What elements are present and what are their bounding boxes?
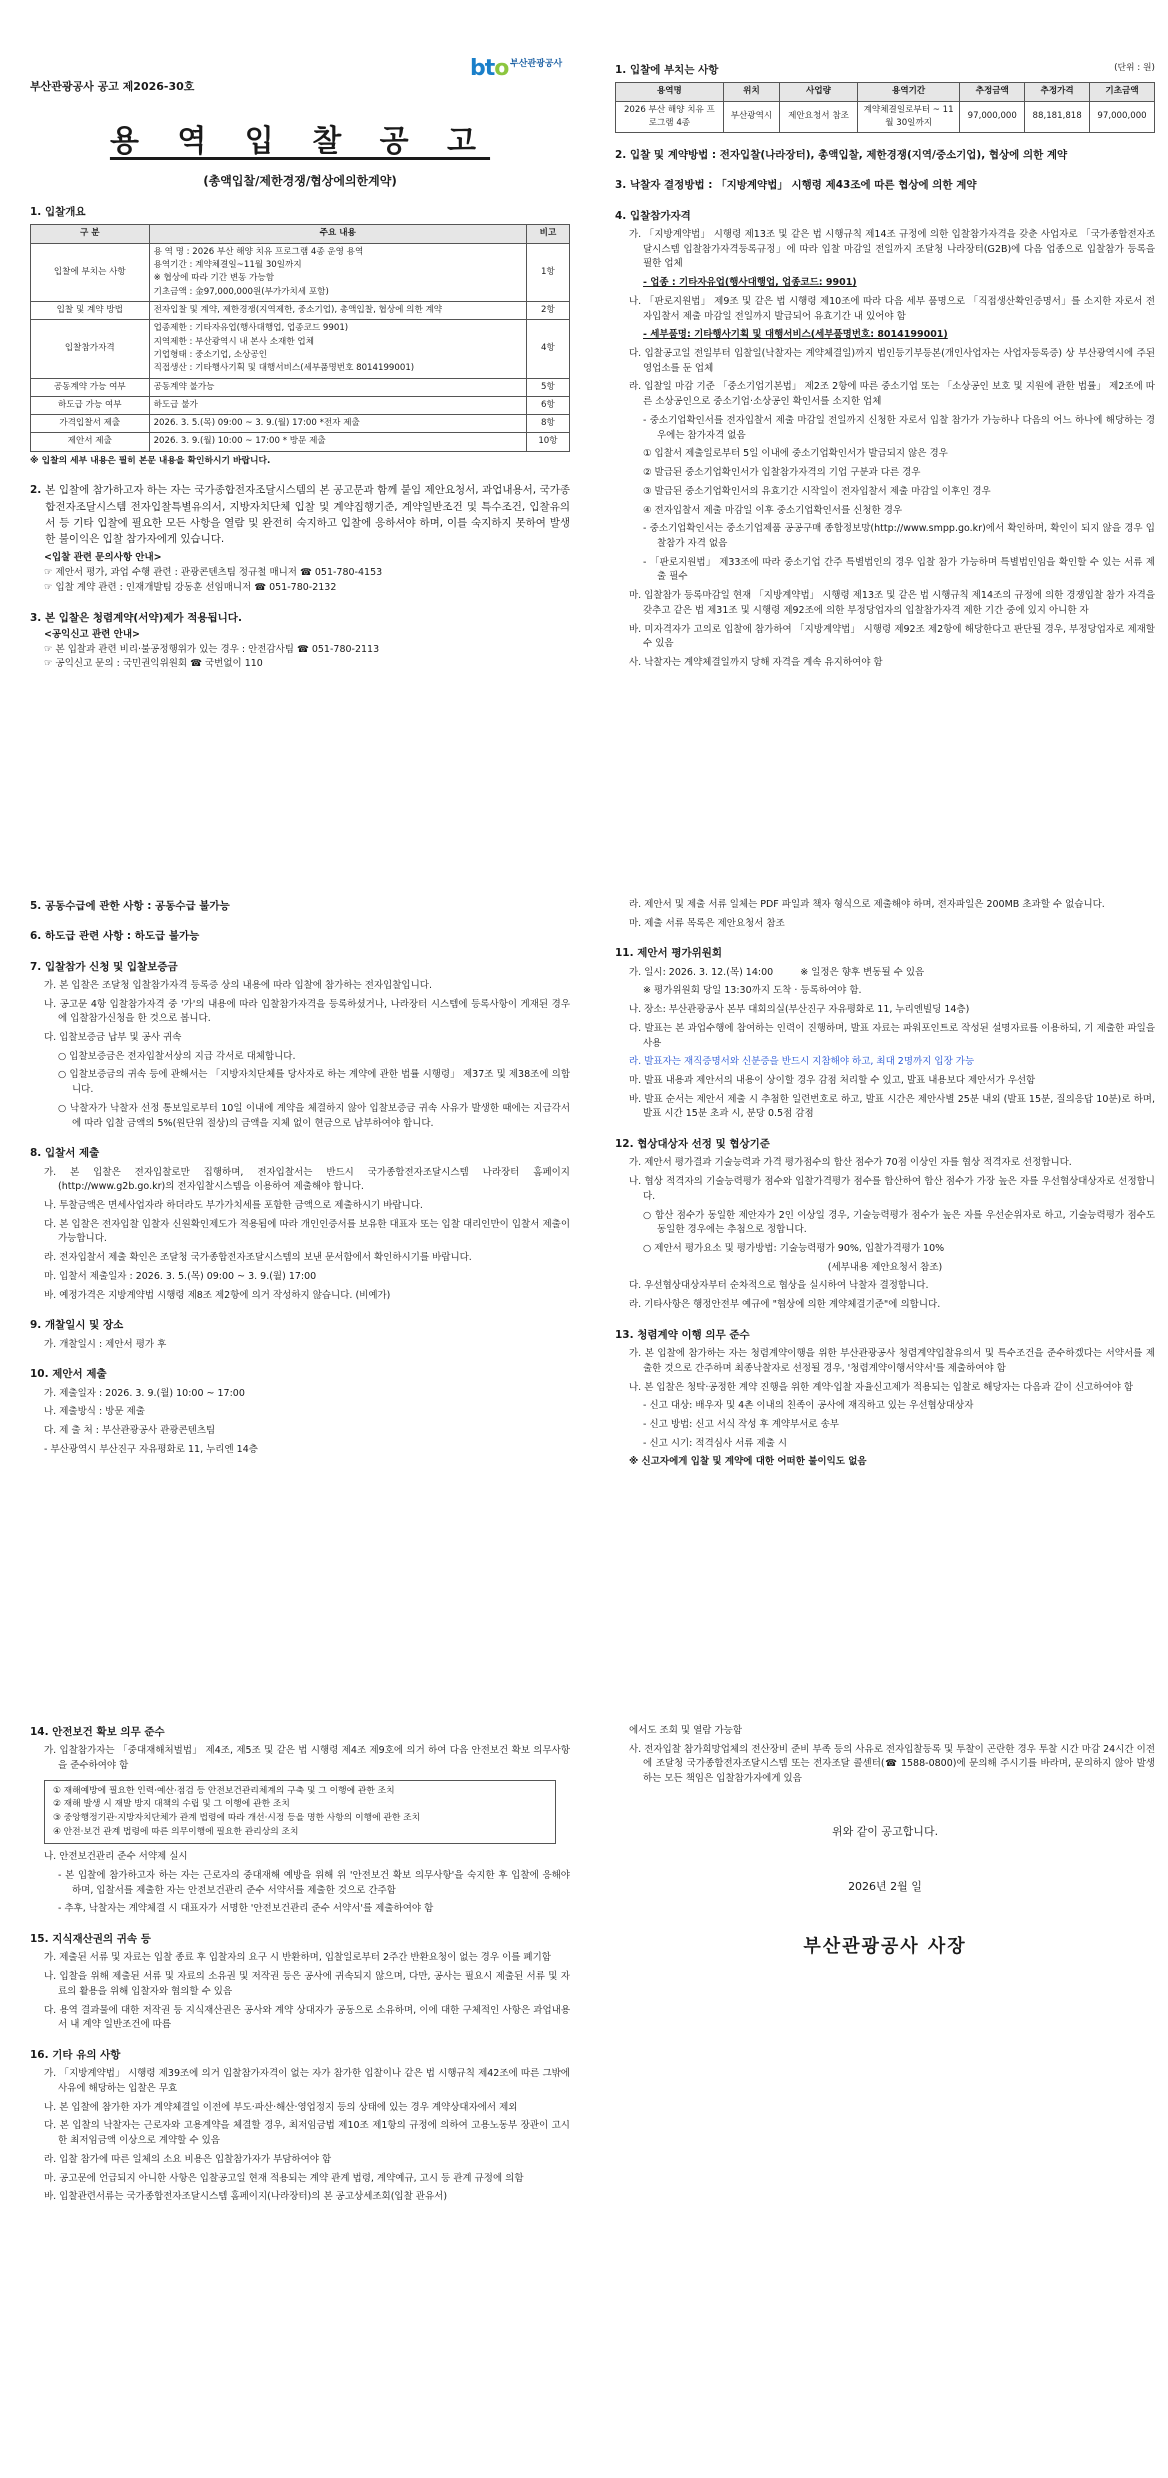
r4-ba: 바. 미자격자가 고의로 입찰에 참가하여 「지방계약법」 시행령 제92조 제2항에 해당한다고 판단될 경우, 부정당업자로 제재할 수 있음 [629,623,1155,650]
s11-ra: 라. 발표자는 재직증명서와 신분증을 반드시 지참해야 하고, 최대 2명까지 입장 가능 [629,1056,975,1068]
safety-duty-box [44,1780,556,1845]
list-item: 용 역 명 : 2026 부산 해양 치유 프로그램 4종 운영 용역 [153,246,364,257]
page-2 [0,826,1168,1652]
overview-cell-content [149,378,526,396]
page-3-right-column [615,1652,1155,2478]
overview-cell-note: 1항 [526,243,569,301]
s16-title: 16. 기타 유의 사항 [30,2048,121,2061]
bid-header-volume: 사업량 [780,83,858,101]
overview-cell-content [149,243,526,301]
s14-na-item-2: - 추후, 낙찰자는 계약체결 시 대표자가 서명한 '안전보건관리 준수 서약서'를 제출하여야 함 [58,1903,434,1915]
closing-date: 2026년 2월 일 [848,1879,922,1893]
r1-title: 1. 입찰에 부치는 사항 [615,64,719,76]
overview-cell-content [149,320,526,378]
overview-cell-label: 가격입찰서 제출 [31,415,150,433]
r4-ra: 라. 입찰일 마감 기준 「중소기업기본법」 제2조 2항에 따른 중소기업 또는 「소상공인 보호 및 지원에 관한 법률」 제2조에 따른 소상공인으로 중소기업·소상공인 확인서를 소지한 업체 [629,381,1155,408]
bid-cell-period: 계약체결일로부터 ~ 11월 30일까지 [857,101,959,133]
r2-contract-method: 2. 입찰 및 계약방법 : 전자입찰(나라장터), 총액입찰, 제한경쟁(지역/중소기업), 협상에 의한 계약 [615,149,1068,162]
s11-ga-sub: ※ 평가위원회 당일 13:30까지 도착 · 등록하여야 함. [643,985,862,997]
s13-note: ※ 신고자에게 입찰 및 계약에 대한 어떠한 불이익도 없음 [629,1456,867,1468]
list-item: ○ 입찰보증금은 전자입찰서상의 지급 각서로 대체합니다. [58,1050,296,1062]
bid-header-name: 용역명 [616,83,724,101]
r1-heading [615,62,1155,78]
s11-ba: 바. 발표 순서는 제안서 제출 시 추첨한 일련번호로 하고, 발표 시간은 제안사별 25분 내외 (발표 15분, 질의응답 10분)로 하며, 발표 시간 15분 초과 시, 분당 0.5점 감점 [629,1093,1155,1120]
section-2-number: 2. [30,484,42,497]
bid-cell-location: 부산광역시 [723,101,779,133]
list-item: 나. 투찰금액은 면세사업자라 하더라도 부가가치세를 포함한 금액으로 제출하시기 바랍니다. [44,1199,423,1211]
r4-sa: 사. 낙찰자는 계약체결일까지 당해 자격을 계속 유지하여야 함 [629,656,883,668]
section-2-body: 본 입찰에 참가하고자 하는 자는 국가종합전자조달시스템의 본 공고문과 함께 붙임 제안요청서, 과업내용서, 국가종합전자조달시스템 전자입찰특별유의서, 지방자치단체 입찰 및 계약집행기준, 계약일반조건 및 특수조건, 입찰유의서 등 기타 입찰에 필요한 모든 사항을 열람 및 완전히 숙지하고 입찰에 응하셔야 하며, 이를 숙지하지 못하여 발생한 불이익은 입찰 참가자에게 있습니다. [45,484,570,546]
overview-header-note: 비고 [526,225,569,243]
inquiry-title: <입찰 관련 문의사항 안내> [44,552,162,564]
overview-cell-content [149,415,526,433]
list-item: 다. 용역 결과물에 대한 저작권 등 지식재산권은 공사와 계약 상대자가 공동으로 소유하며, 이에 대한 구체적인 사항은 과업내용서 내 계약 일반조건에 따름 [44,2004,570,2031]
list-item: 기업형태 : 중소기업, 소상공인 [153,349,268,360]
page-1-right-column [615,0,1155,826]
list-item: - 부산광역시 부산진구 자유평화로 11, 누리엔 14층 [44,1443,258,1455]
table-row [31,415,570,433]
s12-item-1: ○ 합산 점수가 동일한 제안자가 2인 이상일 경우, 기술능력평가 점수가 높은 자를 우선순위자로 하고, 기술능력평가 점수도 동일한 경우에는 추첨으로 정합니다. [643,1209,1155,1236]
bid-item-table [615,82,1155,133]
s11-da: 다. 발표는 본 과업수행에 참여하는 인력이 진행하며, 발표 자료는 파워포인트로 작성된 설명자료를 이용하되, 기 제출한 파일을 사용 [629,1022,1155,1049]
table-row [616,101,1155,133]
list-item: ④ 전자입찰서 제출 마감일 이후 중소기업확인서를 신청한 경우 [643,504,903,516]
overview-header-category: 구 분 [31,225,150,243]
page-3 [0,1652,1168,2478]
list-item: 용역기간 : 계약체결일~11월 30일까지 [153,260,302,271]
s12-da: 다. 우선협상대상자부터 순차적으로 협상을 실시하여 낙찰자 결정합니다. [629,1280,929,1292]
s13-ga: 가. 본 입찰에 참가하는 자는 청렴계약이행을 위한 부산관광공사 청렴계약입찰유의서 및 특수조건을 준수하겠다는 서약서를 제출한 것으로 간주하며 최종낙찰자로 선정될 경우, '청렴계약이행서약서'를 제출하여야 함 [629,1348,1155,1374]
page-2-right-column [615,826,1155,1652]
overview-cell-content [149,396,526,414]
overview-table [30,224,570,451]
page-title: 용 역 입 찰 공 고 [109,124,491,160]
s10-ra: 라. 제안서 및 제출 서류 일체는 PDF 파일과 책자 형식으로 제출해야 하며, 전자파일은 200MB 초과할 수 없습니다. [629,899,1105,910]
list-item: 직접생산 : 기타행사기획 및 대행서비스(세부품명번호 8014199001) [153,363,415,374]
s12-na: 나. 협상 적격자의 기술능력평가 점수와 입찰가격평가 점수를 합산하여 합산 점수가 가장 높은 자를 우선협상대상자로 선정합니다. [629,1176,1155,1202]
s5-joint-supply: 5. 공동수급에 관한 사항 : 공동수급 불가능 [30,900,230,912]
list-item: ○ 낙찰자가 낙찰자 선정 통보일로부터 10일 이내에 계약을 체결하지 않아 입찰보증금 귀속 사유가 발생한 때에는 지급각서에 따라 입찰 금액의 5%(원단위 절상)의 금액을 지체 없이 현금으로 납부하여야 합니다. [58,1102,570,1129]
list-item: 전자입찰 및 계약, 제한경쟁(지역제한, 중소기업), 총액입찰, 협상에 의한 계약 [153,304,443,315]
list-item: ③ 발급된 중소기업확인서의 유효기간 시작일이 전자입찰서 제출 마감일 이후인 경우 [643,485,991,497]
bid-header-base: 기초금액 [1090,83,1155,101]
list-item: 나. 입찰을 위해 제출된 서류 및 자료의 소유권 및 저작권 등은 공사에 귀속되지 않으며, 다만, 공사는 필요시 제출된 서류 및 자료의 활용을 위해 입찰자와 협의할 수 있음 [44,1971,570,1997]
page-1-left-column [30,0,570,826]
s6-subcontract: 6. 하도급 관련 사항 : 하도급 불가능 [30,930,200,943]
r1-unit: (단위 : 원) [1114,63,1155,73]
list-item: 가. 제출일자 : 2026. 3. 9.(월) 10:00 ~ 17:00 [44,1387,245,1399]
logo-mark-icon: bto [470,56,509,81]
s9-ga: 가. 개찰일시 : 제안서 평가 후 [44,1338,167,1350]
overview-cell-note: 2항 [526,301,569,319]
list-item: 가. 제출된 서류 및 자료는 입찰 종료 후 입찰자의 요구 시 반환하며, 입찰일로부터 2주간 반환요청이 없는 경우 이를 폐기함 [44,1952,551,1964]
s10-list [30,1387,570,1458]
bid-cell-est-price: 88,181,818 [1025,101,1090,133]
bid-cell-volume: 제안요청서 참조 [780,101,858,133]
s13-na: 나. 본 입찰은 청탁·공정한 계약 진행을 위한 계약·입찰 자율신고제가 적용되는 입찰로 해당자는 다음과 같이 신고하여야 함 [629,1381,1134,1393]
r4-ga-item: - 업종 : 기타자유업(행사대행업, 업종코드: 9901) [643,277,857,289]
s14-ga: 가. 입찰참가자는 「중대재해처벌법」 제4조, 제5조 및 같은 법 시행령 제4조 제9호에 의거 하여 다음 안전보건 확보 의무사항을 준수하여야 함 [44,1745,570,1771]
table-row [31,396,570,414]
bid-cell-estimate: 97,000,000 [960,101,1025,133]
s15-list [30,1951,570,2033]
list-item: 다. 본 입찰은 전자입찰 입찰자 신원확인제도가 적용됨에 따라 개인인증서를 보유한 대표자 또는 입찰 대리인만이 입찰서 제출이 가능합니다. [44,1218,570,1245]
bid-cell-name: 2026 부산 해양 치유 프로그램 4종 [616,101,724,133]
r3-award-method: 3. 낙찰자 결정방법 : 「지방계약법」 시행령 제43조에 따른 협상에 의한 계약 [615,179,977,192]
overview-cell-note: 4항 [526,320,569,378]
table-row [31,243,570,301]
r4-da: 다. 입찰공고일 전일부터 입찰일(낙찰자는 계약체결일)까지 법인등기부등본(개인사업자는 사업자등록증) 상 부산광역시에 주된 영업소를 둔 업체 [629,348,1155,374]
overview-cell-label: 입찰 및 계약 방법 [31,301,150,319]
list-item: 마. 입찰서 제출일자 : 2026. 3. 5.(목) 09:00 ~ 3. 9.(월) 17:00 [44,1270,317,1282]
s14-title: 14. 안전보건 확보 의무 준수 [30,1726,165,1738]
list-item: ※ 협상에 따라 기간 변동 가능함 [153,273,275,284]
s7-list [30,1050,570,1132]
overview-cell-content [149,433,526,451]
list-item: ② 발급된 중소기업확인서가 입찰참가자격의 기업 구분과 다른 경우 [643,467,921,479]
s13-item-1: - 신고 대상: 배우자 및 4촌 이내의 친족이 공사에 재직하고 있는 우선협상대상자 [643,1400,974,1412]
s8-list [30,1166,570,1304]
r4-ra-list [615,414,1155,585]
bid-header-estimate: 추정금액 [960,83,1025,101]
inquiry-contact-1: ☞ 제안서 평가, 과업 수행 관련 : 관광콘텐츠팀 정규철 매니저 ☎ 051-780-4153 [44,567,383,579]
table-row [31,378,570,396]
table-row [31,433,570,451]
closing-block [615,1823,1155,1961]
overview-cell-label: 제안서 제출 [31,433,150,451]
s16-sa: 사. 전자입찰 참가희망업체의 전산장비 준비 부족 등의 사유로 전자입찰등록 및 투찰이 곤란한 경우 투찰 시간 마감 24시간 이전에 조달청 국가종합전자조달시스템 또는 전자조달 콜센터(☎ 1588-0800)에 문의해 주시기를 바라며, 문의하지 않아 발생하는 모든 책임은 입찰참가자에게 있음 [629,1743,1155,1785]
s11-title: 11. 제안서 평가위원회 [615,947,723,960]
s12-item-3: (세부내용 제안요청서 참조) [827,1261,943,1273]
page-subtitle: (총액입찰/제한경쟁/협상에의한계약) [203,173,397,188]
s9-title: 9. 개찰일시 및 장소 [30,1319,124,1332]
list-item: 2026. 3. 9.(월) 10:00 ~ 17:00 * 방문 제출 [153,436,326,447]
list-item: 나. 본 입찰에 참가한 자가 계약체결일 이전에 부도·파산·해산·영업정지 등의 상태에 있는 경우 계약상대자에서 제외 [44,2101,518,2113]
s12-ga: 가. 제안서 평가결과 기술능력과 가격 평가점수의 합산 점수가 70점 이상인 자를 협상 적격자로 선정합니다. [629,1157,1072,1169]
s10-ma: 마. 제출 서류 목록은 제안요청서 참조 [629,917,785,929]
list-item: 기초금액 : 金97,000,000원(부가가치세 포함) [153,286,329,297]
s14-na: 나. 안전보건관리 준수 서약제 실시 [44,1851,188,1863]
list-item: 마. 공고문에 언급되지 아니한 사항은 입찰공고일 현재 적용되는 계약 관계 법령, 계약예규, 고시 등 관계 규정에 의함 [44,2172,524,2184]
list-item: 다. 본 입찰의 낙찰자는 근로자와 고용계약을 체결할 경우, 최저임금법 제10조 제1항의 규정에 의하여 고용노동부 장관이 고시한 최저임금액 이상으로 계약할 수 있음 [44,2120,570,2147]
bid-header-period: 용역기간 [857,83,959,101]
section-3-title: 3. 본 입찰은 청렴계약(서약)제가 적용됩니다. [30,611,242,624]
s13-item-3: - 신고 시기: 적격심사 서류 제출 시 [643,1437,788,1449]
list-item: 바. 입찰관련서류는 국가종합전자조달시스템 홈페이지(나라장터)의 본 공고상세조회(입찰 관유서) [44,2191,448,2203]
closing-statement: 위와 같이 공고합니다. [831,1824,939,1838]
overview-header-content: 주요 내용 [149,225,526,243]
list-item: - 중소기업확인서는 중소기업제품 공공구매 종합정보망(http://www.smpp.go.kr)에서 확인하며, 확인이 되지 않을 경우 입찰참가 자격 없음 [643,523,1155,549]
r4-ma: 마. 입찰참가 등록마감일 현재 「지방계약법」 시행령 제13조 및 같은 법 시행규칙 제14조의 규정에 의한 경쟁입찰 참가 자격을 갖추고 같은 법 제31조 및 시행령 제92조에 의한 부정당업자의 입찰참가자격 제한 기간 중에 있지 아니한 자 [629,590,1155,616]
overview-cell-label: 입찰참가자격 [31,320,150,378]
list-item: ① 입찰서 제출일로부터 5일 이내에 중소기업확인서가 발급되지 않은 경우 [643,448,948,460]
bid-header-est-price: 추정가격 [1025,83,1090,101]
overview-cell-label: 입찰에 부치는 사항 [31,243,150,301]
section-1-title: 1. 입찰개요 [30,206,86,219]
overview-cell-note: 6항 [526,396,569,414]
list-item: - 「판로지원법」 제33조에 따라 중소기업 간주 특별법인의 경우 입찰 참가 가능하며 특별법인임을 확인할 수 있는 서류 제출 필수 [643,556,1155,583]
overview-cell-label: 하도급 가능 여부 [31,396,150,414]
s12-item-2: ○ 제안서 평가요소 및 평가방법: 기술능력평가 90%, 입찰가격평가 10% [643,1243,945,1255]
inquiry-contact-2: ☞ 입찰 계약 관련 : 인재개발팀 강동훈 선임매니저 ☎ 051-780-2132 [44,581,337,593]
list-item: - 중소기업확인서를 전자입찰서 제출 마감일 전일까지 신청한 자로서 입찰 참가가 가능하나 다음의 어느 하나에 해당하는 경우에는 참가자격 없음 [643,414,1155,441]
s11-ga-text: 가. 일시: 2026. 3. 12.(목) 14:00 [629,966,774,978]
logo-text: 부산관광공사 [510,59,563,69]
list-item: 바. 예정가격은 지방계약법 시행령 제8조 제2항에 의거 작성하지 않습니다. (비예가) [44,1289,391,1301]
s10-title: 10. 제안서 제출 [30,1368,107,1381]
list-item: 2026. 3. 5.(목) 09:00 ~ 3. 9.(월) 17:00 *전자 제출 [153,418,360,429]
overview-cell-label: 공동계약 가능 여부 [31,378,150,396]
brand-logo [470,48,570,80]
overview-cell-content [149,301,526,319]
page-2-left-column [30,826,570,1652]
s7-da: 다. 입찰보증금 납부 및 공사 귀속 [44,1031,182,1043]
overview-table-body [31,243,570,451]
s11-na: 나. 장소: 부산관광공사 본부 대회의실(부산진구 자유평화로 11, 누리엔빌딩 14층) [629,1004,970,1016]
list-item: 라. 전자입찰서 제출 확인은 조달청 국가종합전자조달시스템의 보낸 문서함에서 확인하시기를 바랍니다. [44,1252,472,1264]
table-row [31,320,570,378]
s15-title: 15. 지식재산권의 귀속 등 [30,1933,151,1946]
list-item: ○ 입찰보증금의 귀속 등에 관해서는 「지방자치단체를 당사자로 하는 계약에 관한 법률 시행령」 제37조 및 제38조에 의합니다. [58,1069,570,1096]
list-item: 공동계약 불가능 [153,381,215,392]
r4-ga: 가. 「지방계약법」 시행령 제13조 및 같은 법 시행규칙 제14조 규정에 의한 입찰참가자격을 갖춘 사업자로 「국가종합전자조달시스템 입찰참가자격등록규정」에 따라 입찰 마감일 전일까지 조달청 나라장터(G2B)에 다음 업종으로 입찰참가 등록을 필한 업체 [629,229,1155,270]
notice-number: 부산관광공사 공고 제2026-30호 [30,80,195,93]
r4-na: 나. 「판로지원법」 제9조 및 같은 법 시행령 제10조에 따라 다음 세부 품명으로 「직접생산확인증명서」를 소지한 자로서 전자입찰서 제출 마감일 전일까지 발급되어 유효기간 내 있어야 함 [629,295,1155,322]
r4-na-item: - 세부품명: 기타행사기획 및 대행서비스(세부품명번호: 8014199001) [643,329,948,341]
list-item: 하도급 불가 [153,399,198,410]
bid-cell-base: 97,000,000 [1090,101,1155,133]
list-item: 라. 입찰 참가에 따른 일체의 소요 비용은 입찰참가자가 부담하여야 함 [44,2153,332,2165]
s7-title: 7. 입찰참가 신청 및 입찰보증금 [30,960,178,973]
overview-cell-note: 5항 [526,378,569,396]
list-item: 가. 본 입찰은 전자입찰로만 집행하며, 전자입찰서는 반드시 국가종합전자조달시스템 나라장터 홈페이지(http://www.g2b.go.kr)의 전자입찰시스템을 이용하여 제출해야 합니다. [44,1166,570,1193]
whistleblow-contact-2: ☞ 공익신고 문의 : 국민권익위원회 ☎ 국번없이 110 [44,658,263,670]
s11-ga-note: ※ 일정은 향후 변동될 수 있음 [800,966,925,978]
s12-ra: 라. 기타사항은 행정안전부 예규에 "협상에 의한 계약체결기준"에 의합니다. [629,1299,941,1311]
list-item: 업종제한 : 기타자유업(행사대행업, 업종코드 9901) [153,323,349,334]
s12-title: 12. 협상대상자 선정 및 협상기준 [615,1138,770,1151]
safety-duty-1: ① 재해예방에 필요한 인력·예산·점검 등 안전보건관리체계의 구축 및 그 이행에 관한 조치 [53,1785,395,1796]
page-1 [0,0,1168,826]
r4-title: 4. 입찰참가자격 [615,209,691,222]
safety-duty-4: ④ 안전·보건 관계 법령에 따른 의무이행에 필요한 관리상의 조치 [53,1826,299,1837]
list-item: 가. 「지방계약법」 시행령 제39조에 의거 입찰참가자격이 없는 자가 참가한 입찰이나 같은 법 시행규칙 제42조에 따른 그밖에 사유에 해당하는 입찰은 무효 [44,2068,570,2094]
list-item: 지역제한 : 부산광역시 내 본사 소재한 업체 [153,336,314,347]
s16-continuation: 에서도 조회 및 열람 가능함 [629,1725,743,1736]
s13-item-2: - 신고 방법: 신고 서식 작성 후 계약부서로 송부 [643,1419,839,1431]
list-item: 다. 제 출 처 : 부산관광공사 관광콘텐츠팀 [44,1424,216,1436]
closing-signatory: 부산관광공사 사장 [803,1935,967,1957]
s11-ga [615,966,1155,981]
page-3-left-column [30,1652,570,2478]
whistleblow-title: <공익신고 관련 안내> [44,628,140,640]
overview-footnote: ※ 입찰의 세부 내용은 필히 본문 내용을 확인하시기 바랍니다. [30,455,271,466]
s7-na: 나. 공고문 4항 입찰참가자격 중 '가'의 내용에 따라 입찰참가자격을 등록하셨거나, 나라장터 시스템에 등록사항이 게재된 경우에 입찰참가신청을 한 것으로 봅니다. [44,998,570,1025]
s14-na-item-1: - 본 입찰에 참가하고자 하는 자는 근로자의 중대재해 예방을 위해 위 '안전보건 확보 의무사항'을 숙지한 후 입찰에 응해야 하며, 입찰서를 제출한 자는 안전보건관리 준수 서약서를 제출한 것으로 간주함 [58,1869,570,1896]
overview-cell-note: 10항 [526,433,569,451]
section-2 [30,482,570,547]
whistleblow-contact-1: ☞ 본 입찰과 관련 비리·불공정행위가 있는 경우 : 안전감사팀 ☎ 051-780-2113 [44,643,380,655]
s7-ga: 가. 본 입찰은 조달청 입찰참가자격 등록증 상의 내용에 따라 입찰에 참가하는 전자입찰입니다. [44,979,432,991]
s16-list [30,2067,570,2205]
safety-duty-2: ② 재해 발생 시 재발 방지 대책의 수립 및 그 이행에 관한 조치 [53,1799,290,1810]
bid-header-location: 위치 [723,83,779,101]
list-item: 나. 제출방식 : 방문 제출 [44,1406,145,1418]
table-row [31,301,570,319]
s11-ma: 마. 발표 내용과 제안서의 내용이 상이할 경우 감점 처리할 수 있고, 발표 내용보다 제안서가 우선함 [629,1075,1036,1087]
s8-title: 8. 입찰서 제출 [30,1147,100,1160]
s13-title: 13. 청렴계약 이행 의무 준수 [615,1328,750,1341]
overview-cell-note: 8항 [526,415,569,433]
safety-duty-3: ③ 중앙행정기관·지방자치단체가 관계 법령에 따라 개선·시정 등을 명한 사항의 이행에 관한 조치 [53,1812,421,1823]
